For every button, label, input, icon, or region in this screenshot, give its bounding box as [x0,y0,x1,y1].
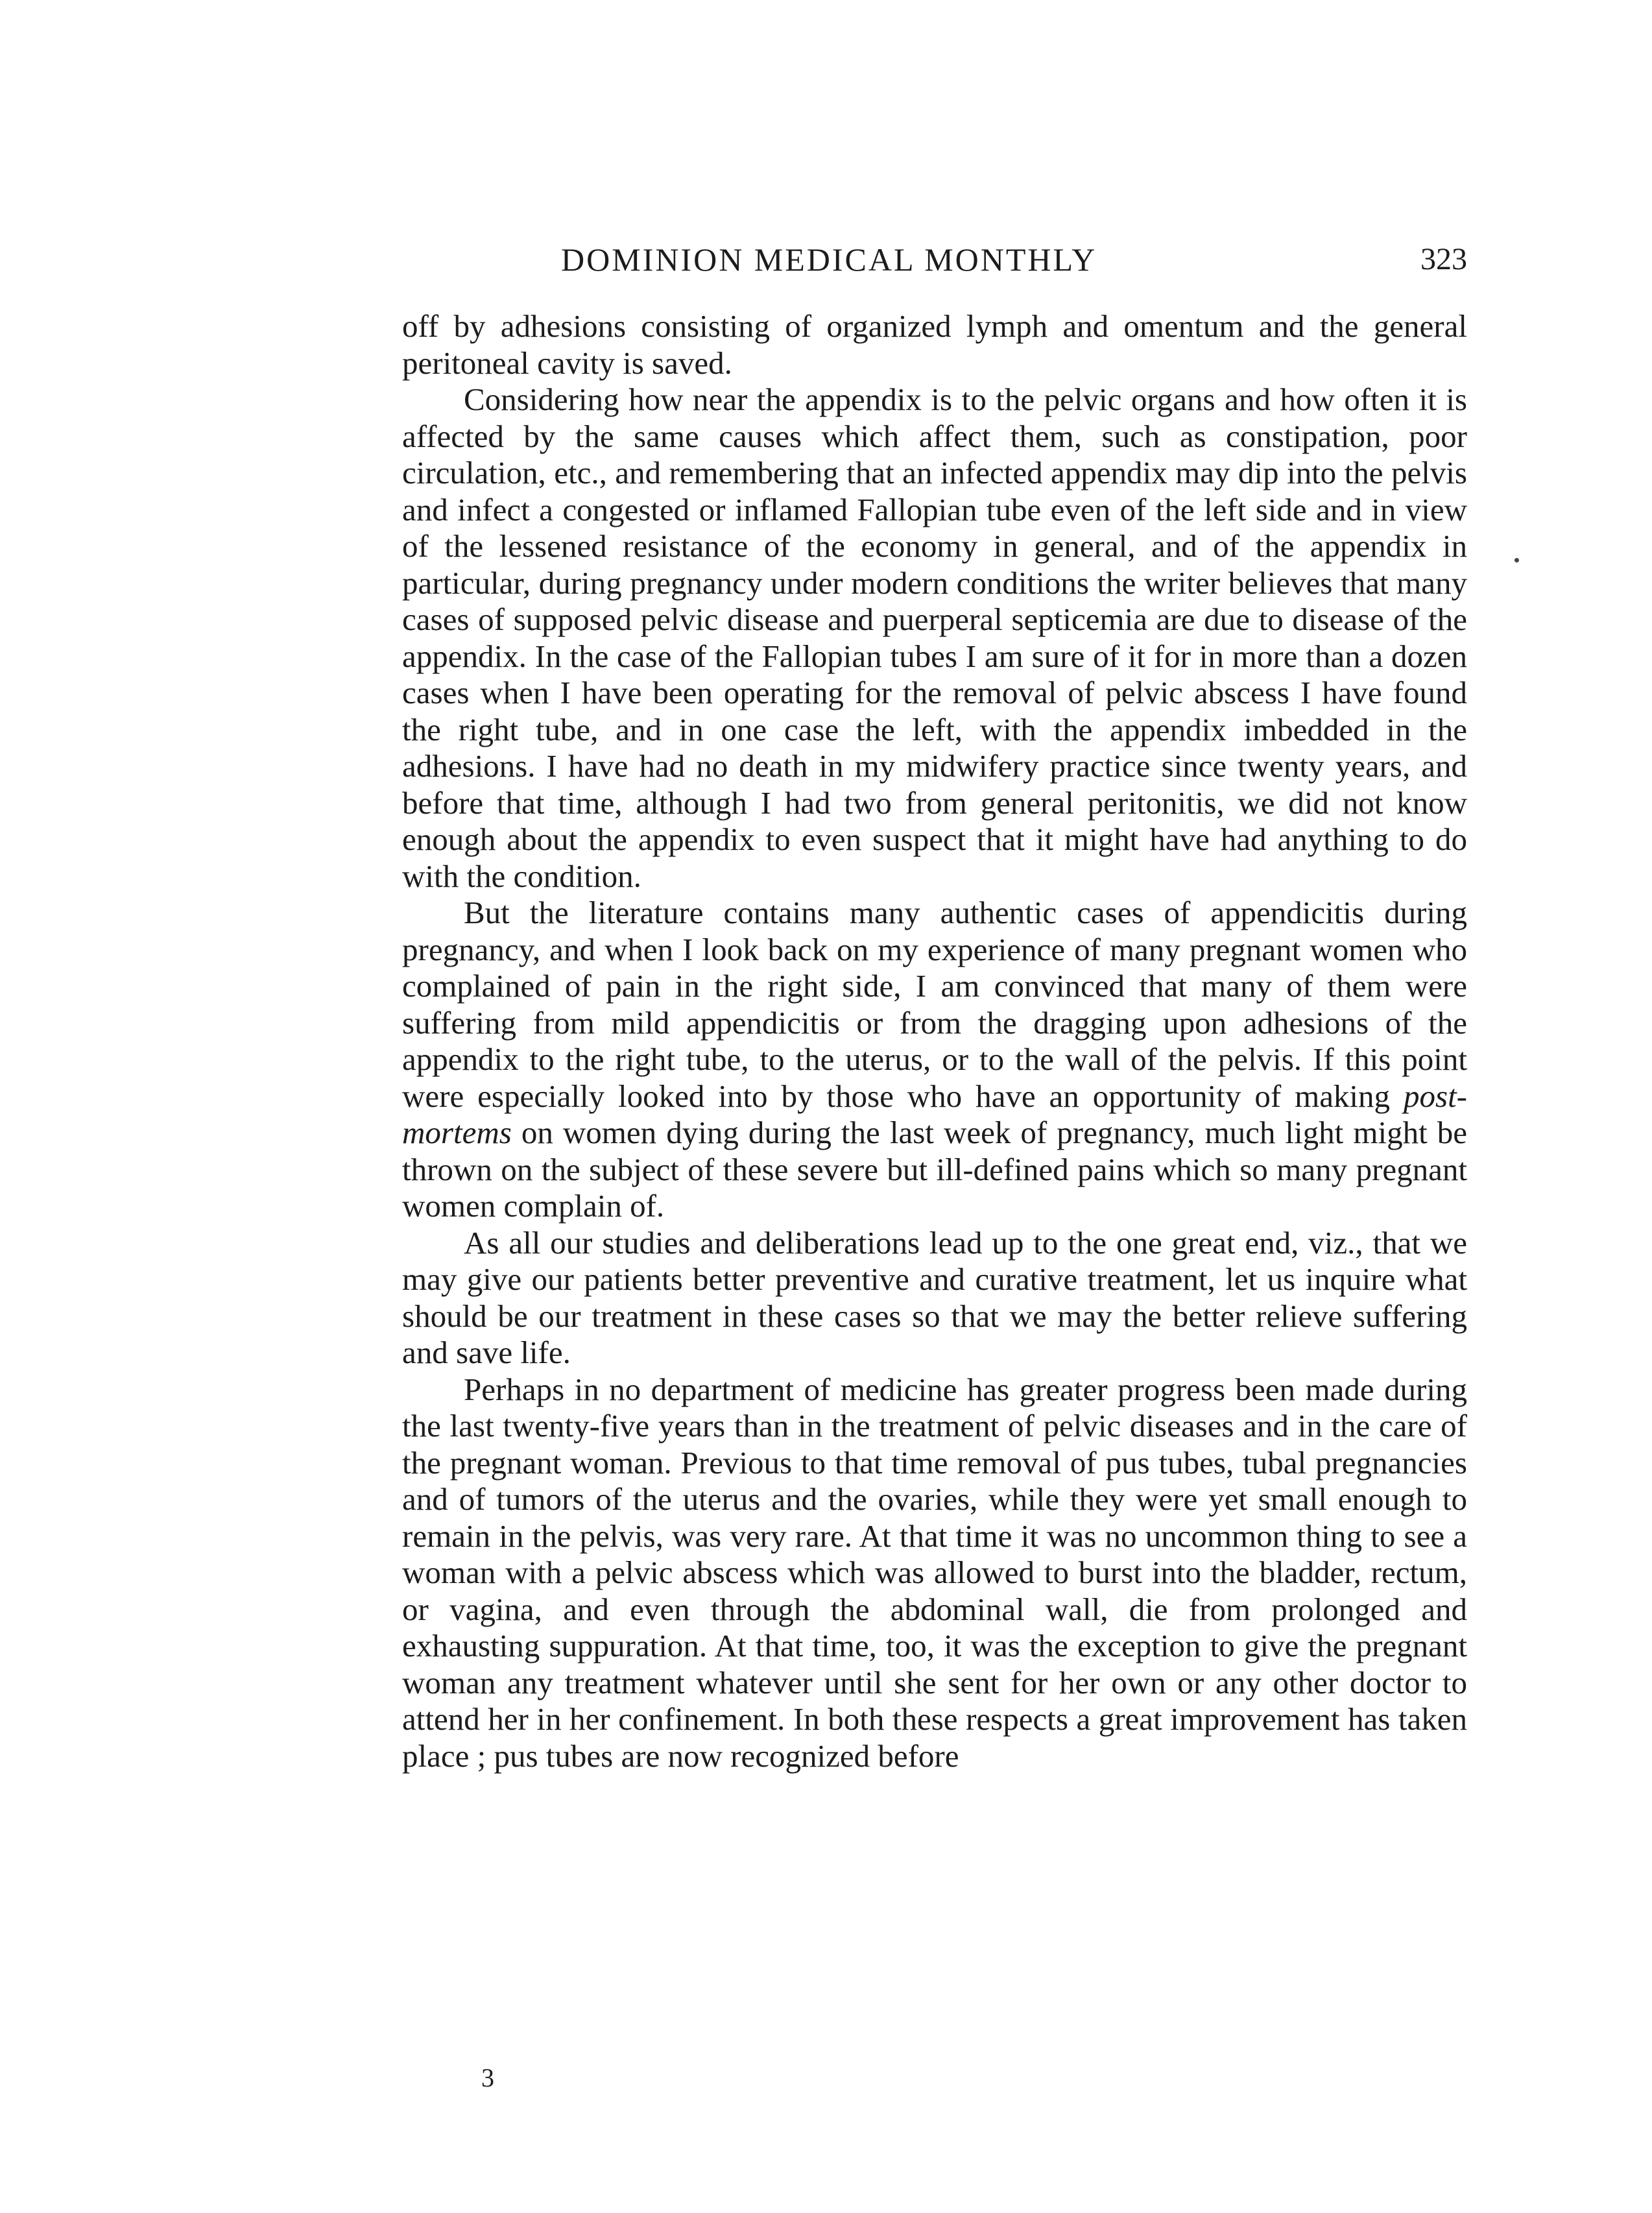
journal-title: DOMINION MEDICAL MONTHLY [561,241,1097,278]
signature-mark: 3 [481,2063,494,2092]
paragraph-literature [402,895,1467,1225]
paragraph-progress: Perhaps in no department of medicine has greater progress been made during the last twenty-five years than in the treatment of pelvic diseases and in the care of the pregnant woman. Previous to that time removal of pus tubes, tubal pregnancies and of tumors of the uterus and the ovaries, while they were yet small enough to remain in the pelvis, was very rare. At that time it was no uncommon thing to see a woman with a pelvic abscess which was allowed to burst into the bladder, rectum, or vagina, and even through the abdominal wall, die from prolonged and exhausting suppuration. At that time, too, it was the exception to give the pregnant woman any treatment whatever until she sent for her own or any other doctor to attend her in her confinement. In both these respects a great improvement has taken place ; pus tubes are now recognized before [402,1371,1467,1774]
page-number: 323 [1420,242,1467,276]
margin-speck [1514,558,1519,562]
running-head [402,237,1467,282]
paragraph-adhesions: off by adhesions consisting of organized lymph and omentum and the general peritoneal cavity is saved. [402,308,1467,381]
paragraph-literature-start: But the literature contains many authentic cases of appendicitis during pregnancy, and when I look back on my experience of many pregnant women who complained of pain in the right side, I am convinced that many of them were suffering from mild appendicitis or from the dragging upon adhesions of the appendix to the right tube, to the uterus, or to the wall of the pelvis. If this point were especially looked into by those who have an opportunity of making [402,895,1467,1114]
post-mortems-emphasis: post-mortems [402,1078,1467,1150]
article-body [402,308,1467,1774]
paragraph-appendix-pelvic: Considering how near the appendix is to the pelvic organs and how often it is affected by the same causes which affect them, such as constipation, poor circulation, etc., and remembering that an infected appendix may dip into the pelvis and infect a congested or inflamed Fallopian tube even of the left side and in view of the lessened resistance of the economy in general, and of the appendix in particular, during pregnancy under modern conditions the writer believes that many cases of supposed pelvic disease and puerperal septicemia are due to disease of the appendix. In the case of the Fallopian tubes I am sure of it for in more than a dozen cases when I have been operating for the removal of pelvic abscess I have found the right tube, and in one case the left, with the appendix imbedded in the adhesions. I have had no death in my midwifery practice since twenty years, and before that time, although I had two from general peritonitis, we did not know enough about the appendix to even suspect that it might have had anything to do with the condition. [402,381,1467,894]
paragraph-treatment-inquiry: As all our studies and deliberations lead up to the one great end, viz., that we may give our patients better preventive and curative treatment, let us inquire what should be our treatment in these cases so that we may the better relieve suffering and save life. [402,1224,1467,1370]
paragraph-literature-end: on women dying during the last week of pregnancy, much light might be thrown on the subject of these severe but ill-defined pains which so many pregnant women complain of. [402,1115,1467,1224]
